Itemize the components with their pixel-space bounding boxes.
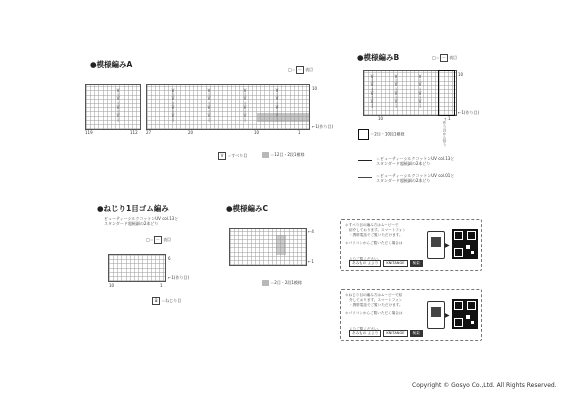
pattern-b-col-1: 1: [448, 116, 451, 121]
pattern-b-row-top: 10: [458, 72, 464, 77]
pattern-b-col-10: 10: [378, 116, 384, 121]
pattern-c-row-arrow: ←1: [308, 259, 314, 264]
yarn-line-thin: [358, 177, 372, 178]
slip-stitch-note-text: ＝すべり目: [227, 153, 248, 158]
pattern-b-box-note: [358, 129, 404, 140]
pattern-a-title: ●模様編みA: [90, 60, 133, 69]
ribbing-note-text: ＝ねじり目: [161, 298, 182, 303]
copyright: Copyright © Gosyo Co.,Ltd. All Rights Reserved.: [412, 382, 557, 389]
ribbing-row-arrow: ←1(作り目): [168, 275, 190, 280]
arrow-right-icon: ▶: [445, 242, 450, 249]
pattern-b-box-text: ＝2目・10段1模様: [370, 131, 405, 137]
pattern-a-chart-right: [146, 84, 310, 130]
bold-box-swatch: [358, 129, 369, 140]
pattern-b-side-note: ←作り目から拾う: [443, 118, 447, 147]
slip-stitch-note: [218, 152, 247, 160]
qr-finder: [454, 318, 463, 327]
pattern-a-legend-label: 表目: [305, 67, 314, 72]
ribbing-chart: [108, 254, 166, 282]
video2-line3: ・携帯電話でご覧いただけます。: [349, 303, 403, 307]
pattern-a-col-10: 10: [254, 130, 260, 135]
pattern-a-row-arrow: ←1(作り目): [312, 124, 334, 129]
video2-keyword: KNITANGE: [383, 330, 407, 337]
pattern-b-title: ●模様編みB: [357, 53, 400, 62]
pattern-b-legend: [432, 54, 457, 62]
pattern-a-col-119: 119: [85, 130, 93, 135]
pattern-a-col-20: 20: [188, 130, 194, 135]
pattern-c-repeat-note: [262, 280, 302, 286]
pattern-a-repeat-text: ＝12目・2段1模様: [270, 152, 305, 157]
qr-dot: [466, 245, 470, 249]
video1-line3: ・携帯電話でご覧いただけます。: [349, 233, 403, 237]
video2-search-button[interactable]: 検索: [410, 330, 423, 337]
knit-symbol: ー: [155, 237, 160, 242]
smartphone-icon: [427, 231, 445, 259]
ribbing-legend-dash: □＝: [146, 237, 154, 242]
pattern-b-yarn1: ＝ビューティーシルクコットンUV col.13と スタンダード超極細の2本どり: [376, 156, 455, 166]
slip-stitch-symbol: V: [218, 152, 226, 160]
qr-finder: [467, 301, 476, 310]
slip-stitch-column: V | V | V | V |: [171, 88, 175, 123]
pattern-b-yarn2: ＝ビューティーシルクコットンUV col.01と スタンダード超極細の2本どり: [376, 173, 455, 183]
video1-site-button[interactable]: あみもの よより: [349, 260, 381, 267]
arrow-right-icon: ▶: [445, 312, 450, 319]
ribbing-col-10: 10: [109, 283, 115, 288]
pattern-c-repeat-text: ＝2目・2段1模様: [270, 280, 302, 285]
slip-stitch-column: V | V | V | V |: [418, 74, 422, 109]
pattern-c-chart: [229, 228, 307, 266]
qr-dot: [471, 251, 474, 254]
pattern-a-repeat-note: [262, 152, 304, 158]
qr-code-icon[interactable]: [452, 229, 478, 259]
video2-line1: ＊ねじり目の編み方はムービーで紹: [345, 293, 403, 297]
qr-dot: [466, 315, 470, 319]
qr-code-icon[interactable]: [452, 299, 478, 329]
video2-line4: ＊パソコンからご覧いただく場合は: [345, 311, 403, 315]
knit-symbol: ー: [297, 67, 302, 72]
video1-search-button[interactable]: 検索: [410, 260, 423, 267]
pattern-a-row-top: 10: [312, 86, 318, 91]
qr-dot: [471, 321, 474, 324]
slip-stitch-column: V | V | V | V |: [207, 88, 211, 123]
gray-swatch: [262, 152, 269, 158]
slip-stitch-column: V | V | V |: [275, 88, 279, 115]
smartphone-icon: [427, 301, 445, 329]
pattern-c-row-top: ←4: [308, 229, 314, 234]
pattern-repeat-highlight: [276, 235, 286, 255]
pattern-b-row-arrow: ←1(作り目): [458, 110, 480, 115]
ribbing-row-top: 6: [168, 256, 171, 261]
pattern-b-repeat-outline: [438, 70, 455, 116]
pattern-a-chart-left: [85, 84, 141, 130]
video-info-box-slip: [340, 219, 482, 271]
slip-stitch-column: V | V | V | V |: [394, 74, 398, 109]
pattern-c-title: ●模様編みC: [226, 204, 269, 213]
slip-stitch-column: V | V | V | V |: [370, 74, 374, 109]
slip-stitch-column: V | V | V | V |: [243, 88, 247, 123]
qr-finder: [454, 301, 463, 310]
pattern-b-legend-label: 表目: [449, 55, 458, 60]
qr-finder: [467, 231, 476, 240]
pattern-a-col-112: 112: [130, 130, 138, 135]
video1-line4: ＊パソコンからご覧いただく場合は: [345, 241, 403, 245]
video2-line2: 介しております。スマートフォン: [349, 298, 403, 302]
pattern-b-legend-dash: □＝: [432, 55, 440, 60]
pattern-a-legend: [288, 66, 313, 74]
video2-site-button[interactable]: あみもの よより: [349, 330, 381, 337]
pattern-repeat-highlight: [257, 113, 309, 122]
yarn-line-thick: [358, 160, 372, 161]
twisted-stitch-symbol: Ջ: [152, 297, 160, 305]
pattern-a-col-27: 27: [146, 130, 152, 135]
qr-finder: [454, 248, 463, 257]
knit-symbol: ー: [441, 55, 446, 60]
video1-line2: 紹介しております。スマートフォン: [349, 228, 406, 232]
ribbing-col-1: 1: [160, 283, 163, 288]
pattern-a-legend-dash: □＝: [288, 67, 296, 72]
video1-line1: ＊すべり目の編み方はムービーで: [345, 223, 399, 227]
phone-screen: [431, 237, 441, 247]
phone-screen: [431, 307, 441, 317]
slip-stitch-column: V | V | V | V |: [116, 88, 120, 123]
video2-line5: よりご覧ください。: [349, 327, 382, 331]
ribbing-yarn: ビューティーシルクコットンUV col.13と スタンダード超極細の2本どり: [104, 216, 179, 226]
gray-swatch: [262, 280, 269, 286]
ribbing-note: [152, 297, 181, 305]
pattern-a-col-1: 1: [298, 130, 301, 135]
video1-keyword: KNITANGE: [383, 260, 407, 267]
qr-finder: [454, 231, 463, 240]
video1-line5: よりご覧ください。: [349, 257, 382, 261]
video-info-box-twisted: [340, 289, 482, 341]
ribbing-legend: [146, 236, 171, 244]
ribbing-title: ●ねじり1目ゴム編み: [97, 204, 169, 213]
ribbing-legend-label: 表目: [163, 237, 172, 242]
